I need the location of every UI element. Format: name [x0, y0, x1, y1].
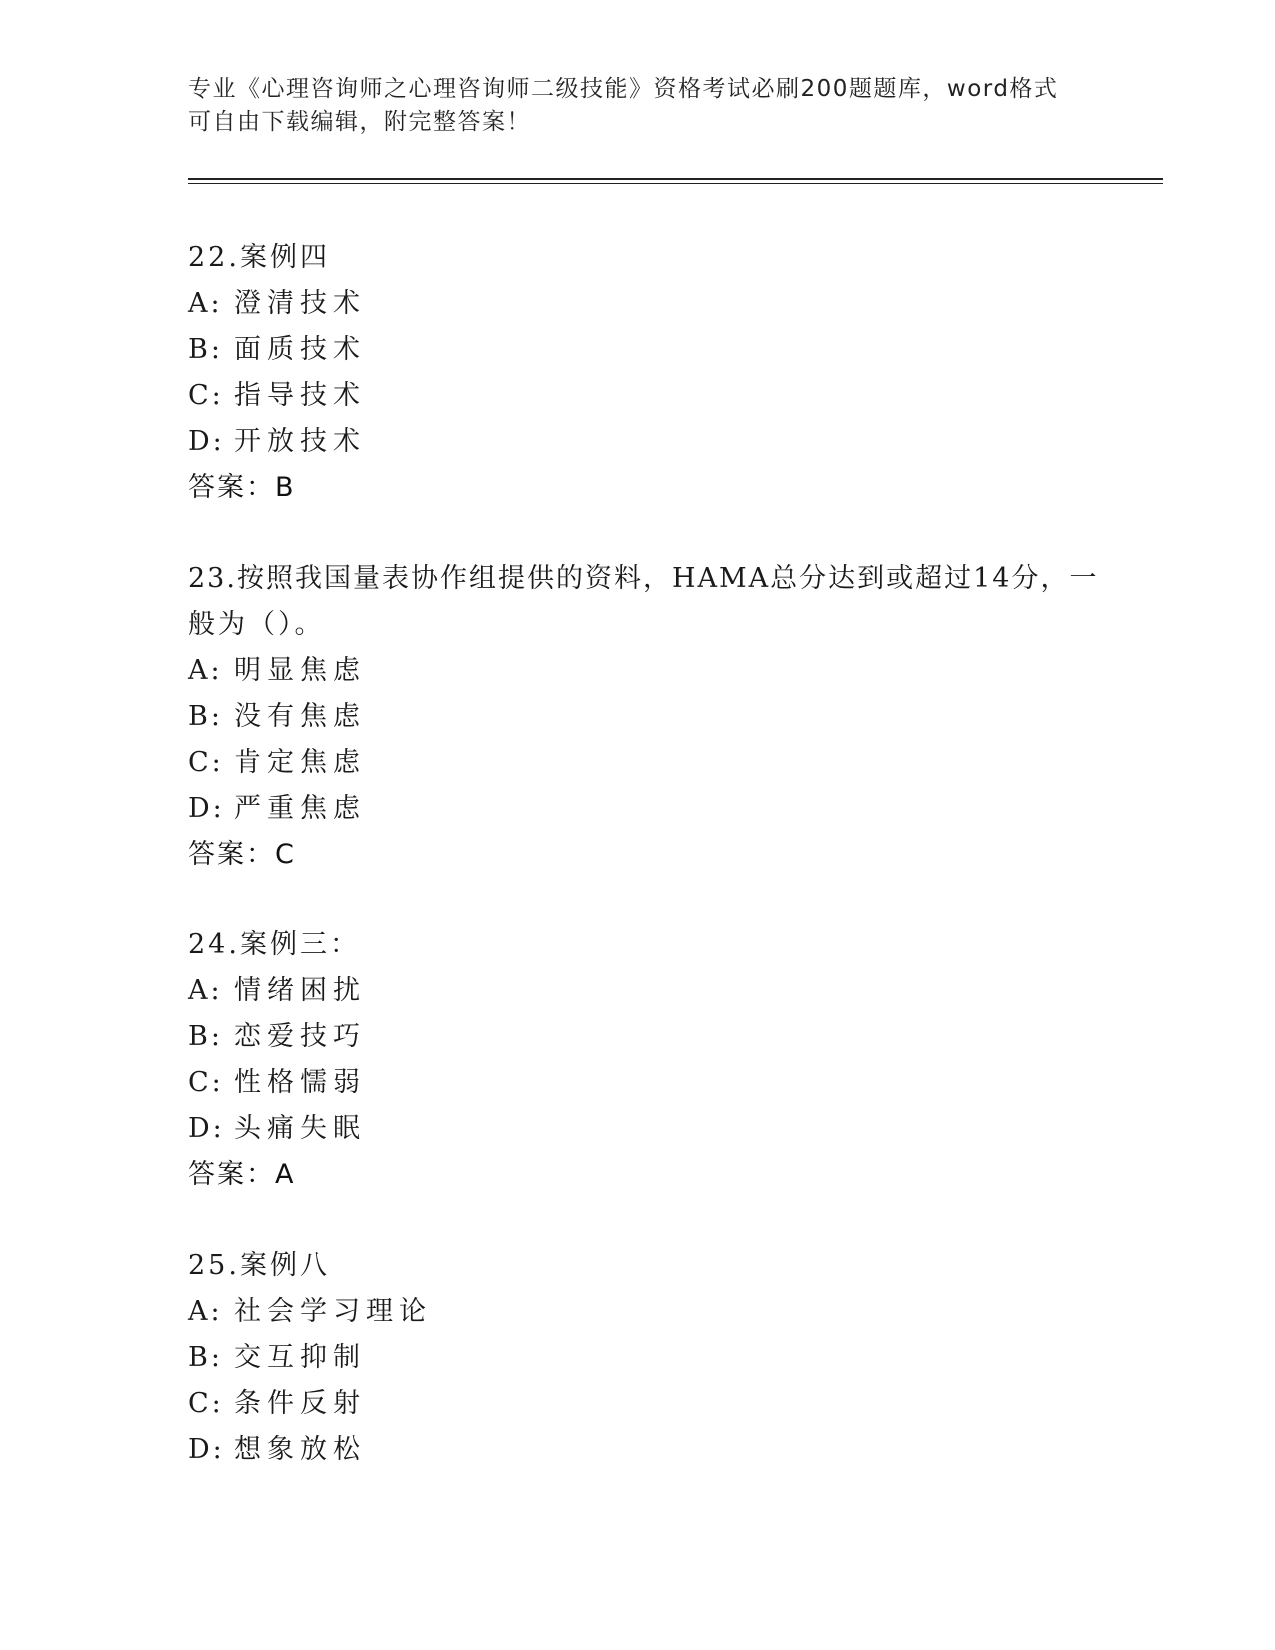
option-d	[188, 786, 1068, 832]
answer-line: 答案：A	[188, 1159, 296, 1190]
option-letter: B:	[188, 1021, 223, 1052]
option-letter: D:	[188, 426, 225, 457]
header-line-1: 专业《心理咨询师之心理咨询师二级技能》资格考试必刷200题题库，word格式	[188, 76, 1059, 102]
question-stem: 25.案例八	[188, 1250, 330, 1281]
option-letter: C:	[188, 747, 224, 778]
option-b	[188, 1014, 1068, 1060]
option-letter: B:	[188, 334, 223, 365]
option-d	[188, 1106, 1068, 1152]
option-text: 严重焦虑	[234, 793, 366, 824]
option-c	[188, 1381, 1068, 1427]
option-text: 性格懦弱	[234, 1067, 366, 1098]
option-d	[188, 419, 1068, 465]
option-text: 明显焦虑	[234, 655, 366, 686]
option-b	[188, 1335, 1068, 1381]
answer-line: 答案：C	[188, 839, 296, 870]
option-text: 开放技术	[234, 426, 366, 457]
option-a	[188, 968, 1068, 1014]
option-letter: A:	[188, 655, 223, 686]
option-letter: A:	[188, 975, 223, 1006]
option-text: 肯定焦虑	[234, 747, 366, 778]
question-stem: 23.按照我国量表协作组提供的资料，HAMA总分达到或超过14分，一	[188, 563, 1099, 594]
option-letter: C:	[188, 1067, 224, 1098]
option-letter: A:	[188, 1296, 223, 1327]
option-a	[188, 1289, 1068, 1335]
option-text: 澄清技术	[234, 288, 366, 319]
option-text: 恋爱技巧	[234, 1021, 366, 1052]
question-25	[188, 1243, 1068, 1473]
option-c	[188, 373, 1068, 419]
option-text: 社会学习理论	[234, 1296, 432, 1327]
header-divider-thin	[188, 183, 1163, 184]
question-stem: 24.案例三：	[188, 929, 360, 960]
option-text: 没有焦虑	[234, 701, 366, 732]
option-text: 情绪困扰	[234, 975, 366, 1006]
option-text: 交互抑制	[234, 1342, 366, 1373]
question-stem: 22.案例四	[188, 242, 330, 273]
document-header	[188, 73, 1068, 139]
option-d	[188, 1427, 1068, 1473]
option-letter: C:	[188, 380, 224, 411]
option-letter: D:	[188, 793, 225, 824]
option-text: 指导技术	[234, 380, 366, 411]
question-stem-continued: 般为（）。	[188, 609, 325, 640]
option-letter: B:	[188, 1342, 223, 1373]
question-24	[188, 922, 1068, 1198]
option-text: 面质技术	[234, 334, 366, 365]
option-b	[188, 327, 1068, 373]
option-c	[188, 1060, 1068, 1106]
option-a	[188, 648, 1068, 694]
option-text: 想象放松	[234, 1434, 366, 1465]
answer-line: 答案：B	[188, 472, 296, 503]
option-a	[188, 281, 1068, 327]
option-letter: D:	[188, 1113, 225, 1144]
option-letter: C:	[188, 1388, 224, 1419]
question-22	[188, 235, 1068, 511]
option-letter: A:	[188, 288, 223, 319]
header-line-2: 可自由下载编辑，附完整答案！	[188, 109, 531, 135]
header-divider-thick	[188, 178, 1163, 180]
option-text: 头痛失眠	[234, 1113, 366, 1144]
question-23	[188, 556, 1099, 878]
option-text: 条件反射	[234, 1388, 366, 1419]
option-b	[188, 694, 1068, 740]
option-letter: B:	[188, 701, 223, 732]
option-c	[188, 740, 1068, 786]
option-letter: D:	[188, 1434, 225, 1465]
